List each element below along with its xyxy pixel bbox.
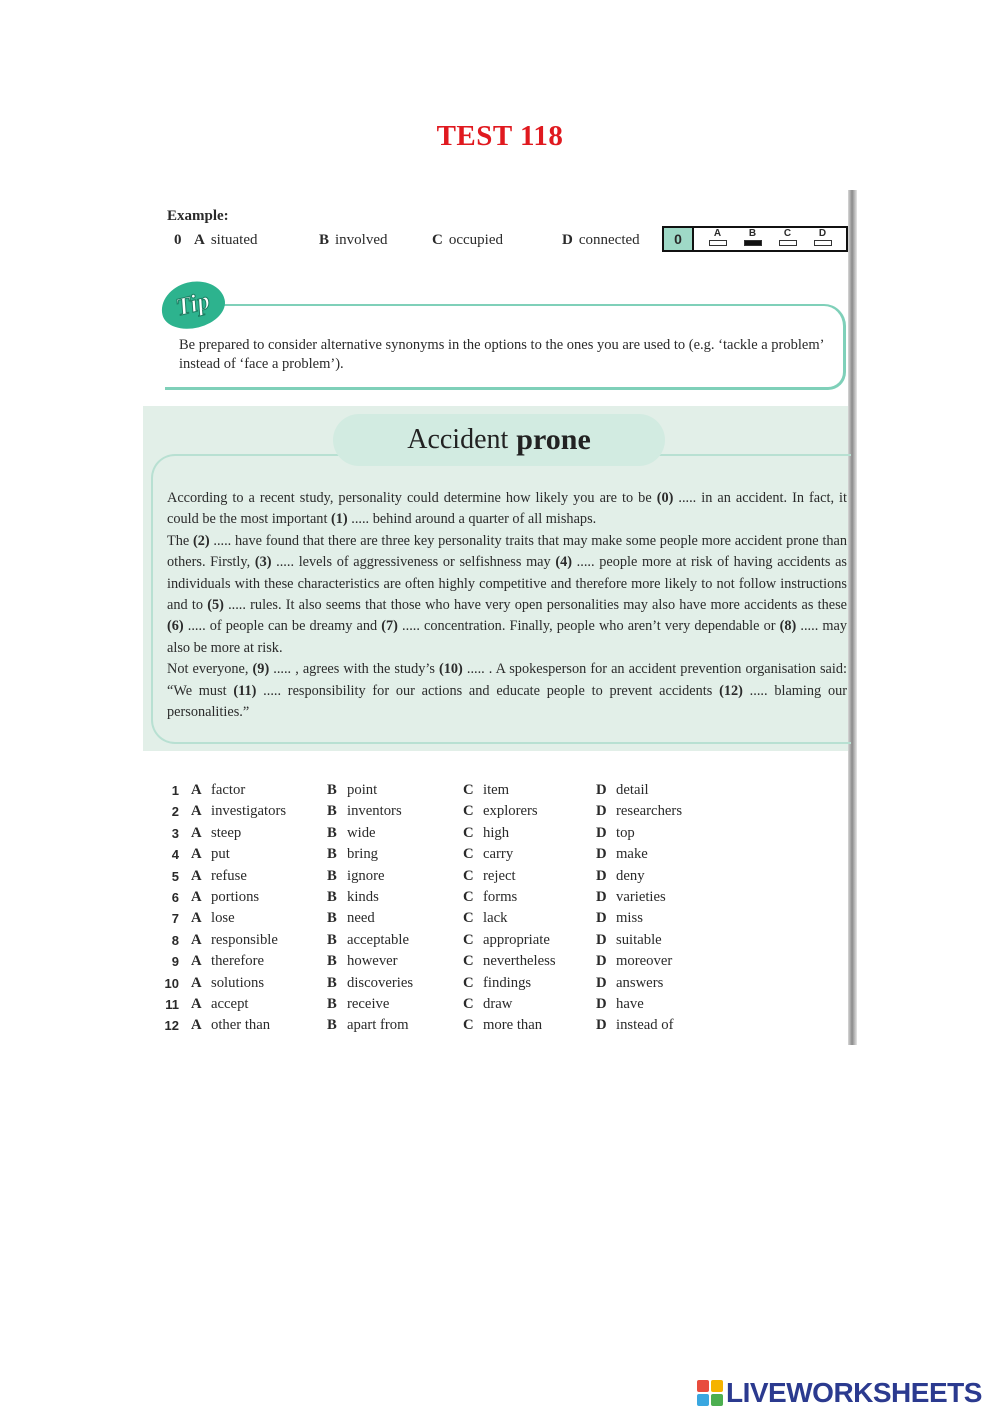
- option-c-text: draw: [483, 995, 513, 1012]
- option-a-text: portions: [211, 888, 260, 905]
- option-d-text: detail: [616, 782, 649, 798]
- option-letter: B: [327, 846, 337, 863]
- option-letter: D: [596, 995, 607, 1012]
- tip-text: Be prepared to consider alternative synonyms in the options to the ones you are used to (e.g. ‘tackle a problem’ instead of ‘face a problem’).: [179, 337, 824, 372]
- question-row: [169, 868, 729, 889]
- option-letter: B: [327, 1017, 337, 1034]
- question-row: [164, 1017, 729, 1038]
- option-letter: C: [463, 974, 474, 991]
- option-a-text: put: [211, 846, 230, 863]
- option-b-text: discoveries: [347, 974, 414, 991]
- option-letter: A: [191, 867, 202, 884]
- question-row: [169, 846, 729, 867]
- option-d-text: instead of: [616, 1017, 674, 1034]
- option-letter: B: [327, 910, 337, 927]
- option-c-text: nevertheless: [483, 953, 556, 970]
- option-letter: C: [463, 953, 474, 970]
- answer-mark: [814, 240, 832, 246]
- option-d-text: make: [616, 846, 648, 863]
- option-a-text: investigators: [211, 803, 287, 820]
- option-a-text: accept: [211, 995, 249, 1012]
- option-letter: B: [327, 953, 337, 970]
- answer-sheet-number: 0: [664, 228, 694, 250]
- liveworksheets-icon: [697, 1380, 723, 1406]
- option-letter: D: [596, 803, 607, 820]
- logo-square: [697, 1394, 709, 1406]
- passage-paragraph: The (2) ..... have found that there are three key personality traits that may make some people more accident prone than others. Firstly, (3) ..... levels of aggressiveness or selfishness may (4) ..... people more at risk of having accidents as individuals with these characteristics are often highly competitive and therefore more likely to not follow instructions and to (5) ..... rules. It also seems that those who have very open personalities may also have more accidents as these (6) ..... of people can be dreamy and (7) ..... concentration. Finally, people who aren’t very dependable or (8) ..... may also be more at risk.: [167, 532, 847, 656]
- option-letter: C: [463, 995, 474, 1012]
- option-d-text: researchers: [616, 803, 683, 820]
- example-option-a: situated: [210, 232, 258, 248]
- logo-square: [711, 1394, 723, 1406]
- reading-passage: [167, 488, 847, 723]
- question-number: 10: [164, 975, 179, 991]
- answer-sheet-options: [694, 228, 846, 250]
- option-letter: B: [327, 888, 337, 905]
- question-number: 6: [171, 889, 179, 905]
- answer-mark: [744, 240, 762, 246]
- option-letter: D: [596, 846, 607, 863]
- option-letter: A: [191, 931, 202, 948]
- question-row: [169, 803, 729, 824]
- option-d-text: varieties: [616, 888, 666, 905]
- passage-paragraph: According to a recent study, personality could determine how likely you are to be (0) ..... in an accident. In fact, it could be the most important (1) ..... behind around a quarter of all mishaps.: [167, 490, 847, 528]
- option-b-text: receive: [347, 995, 390, 1012]
- option-a-text: solutions: [211, 974, 265, 991]
- option-letter: B: [327, 803, 337, 820]
- option-letter: C: [463, 888, 474, 905]
- example-number: 0: [174, 232, 182, 248]
- question-number: 9: [171, 954, 179, 970]
- option-letter: C: [463, 846, 474, 863]
- option-a-text: factor: [211, 782, 246, 798]
- option-b-text: kinds: [347, 888, 379, 905]
- answer-bubble-c: C: [777, 228, 799, 250]
- option-letter: A: [191, 910, 202, 927]
- option-letter: A: [191, 953, 202, 970]
- option-a-text: other than: [211, 1017, 271, 1034]
- question-row: [169, 782, 729, 803]
- option-d-text: have: [616, 995, 644, 1012]
- option-letter: B: [327, 824, 337, 841]
- question-options-list: [164, 782, 729, 1039]
- option-a-text: refuse: [211, 867, 247, 884]
- option-letter: D: [596, 953, 607, 970]
- option-d-text: moreover: [616, 953, 673, 970]
- option-letter: D: [596, 931, 607, 948]
- question-row: [164, 974, 729, 996]
- option-d-text: miss: [616, 910, 643, 927]
- option-letter: C: [463, 824, 474, 841]
- liveworksheets-logo: [697, 1377, 982, 1409]
- option-a-text: therefore: [211, 953, 264, 970]
- option-letter: B: [327, 867, 337, 884]
- tip-icon: Tip: [156, 275, 229, 335]
- example-option-c: occupied: [448, 232, 503, 248]
- question-number: 12: [164, 1018, 179, 1034]
- option-letter: C: [463, 1017, 474, 1034]
- option-letter: D: [596, 824, 607, 841]
- tip-box: [165, 304, 846, 390]
- passage-paragraph: Not everyone, (9) ..... , agrees with the study’s (10) ..... . A spokesperson for an accident prevention organisation said: “We must (11) ..... responsibility for our actions and educate people to prevent accidents (12) ..... blaming our personalities.”: [167, 661, 847, 721]
- option-b-text: need: [347, 910, 375, 927]
- question-number: 11: [165, 996, 179, 1012]
- option-c-text: forms: [483, 888, 518, 905]
- option-b-text: inventors: [347, 803, 402, 820]
- option-b-text: ignore: [347, 867, 385, 884]
- option-d-text: deny: [616, 867, 645, 884]
- option-a-text: steep: [211, 824, 242, 841]
- question-row: [169, 889, 729, 910]
- option-letter: C: [463, 931, 474, 948]
- question-number: 7: [171, 911, 179, 927]
- option-letter: D: [596, 974, 607, 991]
- option-letter: D: [596, 782, 607, 798]
- scanned-worksheet: Example: 0 A situated B involved C occupied D connected 0 A B C D Tip Be prepared to consider alternative synonyms in the options to the ones you are used to (e.g. ‘tackle a problem’ instead of ‘face a problem’). Accident prone According to a recent study, personality could determine how likely you are to be (0) ..... in an accident. In fact, it could be the most important (1) ..... behind around a quarter of all mishaps. The (2) ..... have found that there are three key personality traits that may make some people more accident prone than others. Firstly, (3) ..... levels of aggressiveness or selfishness may (4) ..... people more at risk of having accidents as individuals with these characteristics are often highly competitive and therefore more likely to not follow instructions and to (5) ..... rules. It also seems that those who have very open personalities may also have more accidents as these (6) ..... of people can be dreamy and (7) ..... concentration. Finally, people who aren’t very dependable or (8) ..... may also be more at risk. Not everyone, (9) ..... , agrees with the study’s (10) ..... . A spokesperson for an accident prevention organisation said: “We must (11) ..... responsibility for our actions and educate people to prevent accidents (12) ..... blaming our personalities.” 1 A factor B point C item D detail 2 A investigators B inventors C explorers D researchers 3 A steep B wide C high D top 4 A put B bring C carry D make 5 A refuse B ignore C reject D deny 6 A portions B kinds C forms D varieties 7 A lose B need C lack D miss 8 A responsible B acceptable C appropriate D suitable 9 A therefore B however C nevertheless D moreover 10 A solutions B discoveries C findings D answers 11 A accept B receive C draw D have 12 A other than B apart from C more than D instead of: [143, 190, 857, 1045]
- option-letter: A: [191, 888, 202, 905]
- question-row: [169, 932, 729, 953]
- question-number: 3: [171, 825, 179, 841]
- option-c-text: findings: [483, 974, 532, 991]
- page-title: TEST 118: [436, 120, 564, 152]
- option-letter: D: [596, 910, 607, 927]
- option-b-text: bring: [347, 846, 379, 863]
- option-letter: D: [596, 867, 607, 884]
- option-b-text: wide: [347, 824, 376, 841]
- option-d-text: answers: [616, 974, 664, 991]
- option-letter: C: [463, 782, 474, 798]
- logo-square: [697, 1380, 709, 1392]
- option-c-text: reject: [483, 867, 516, 884]
- question-number: 4: [171, 847, 179, 863]
- option-b-text: acceptable: [347, 931, 409, 948]
- option-c-text: more than: [483, 1017, 543, 1034]
- option-b-text: point: [347, 782, 378, 798]
- option-letter: C: [463, 867, 474, 884]
- option-b-text: apart from: [347, 1017, 409, 1034]
- logo-square: [711, 1380, 723, 1392]
- option-c-text: item: [483, 782, 510, 798]
- option-c-text: lack: [483, 910, 508, 927]
- example-label: Example:: [167, 208, 229, 224]
- option-letter: A: [191, 995, 202, 1012]
- answer-mark: [709, 240, 727, 246]
- question-number: 1: [171, 783, 179, 798]
- question-row: [169, 825, 729, 846]
- option-c-text: carry: [483, 846, 514, 863]
- option-d-text: top: [616, 824, 635, 841]
- reading-panel: [143, 406, 848, 751]
- answer-bubble-d: D: [812, 228, 834, 250]
- option-a-text: lose: [211, 910, 235, 927]
- option-letter: A: [191, 782, 202, 798]
- question-number: 5: [171, 868, 179, 884]
- option-letter: A: [191, 974, 202, 991]
- option-letter: A: [191, 1017, 202, 1034]
- option-letter: B: [327, 995, 337, 1012]
- option-letter: A: [191, 846, 202, 863]
- question-number: 2: [171, 804, 179, 820]
- question-row: [169, 910, 729, 931]
- option-c-text: appropriate: [483, 931, 550, 948]
- option-letter: B: [327, 974, 337, 991]
- option-letter: D: [596, 888, 607, 905]
- example-option-d: connected: [578, 232, 640, 248]
- option-b-text: however: [347, 953, 398, 970]
- option-letter: A: [191, 803, 202, 820]
- reading-title: Accident prone: [333, 414, 665, 466]
- question-row: [169, 953, 729, 974]
- example-option-b: involved: [335, 232, 388, 248]
- option-letter: C: [463, 803, 474, 820]
- option-letter: A: [191, 824, 202, 841]
- question-number: 8: [171, 932, 179, 948]
- brand-name: LIVEWORKSHEETS: [726, 1377, 982, 1408]
- option-c-text: explorers: [483, 803, 538, 820]
- question-row: [165, 995, 729, 1017]
- option-letter: B: [327, 931, 337, 948]
- option-letter: B: [327, 782, 337, 798]
- option-c-text: high: [483, 824, 510, 841]
- option-d-text: suitable: [616, 931, 662, 948]
- answer-mark: [779, 240, 797, 246]
- answer-bubble-b: B: [742, 228, 764, 250]
- answer-bubble-a: A: [707, 228, 729, 250]
- option-letter: C: [463, 910, 474, 927]
- option-letter: D: [596, 1017, 607, 1034]
- example-answer-sheet: [662, 226, 848, 252]
- option-a-text: responsible: [211, 931, 278, 948]
